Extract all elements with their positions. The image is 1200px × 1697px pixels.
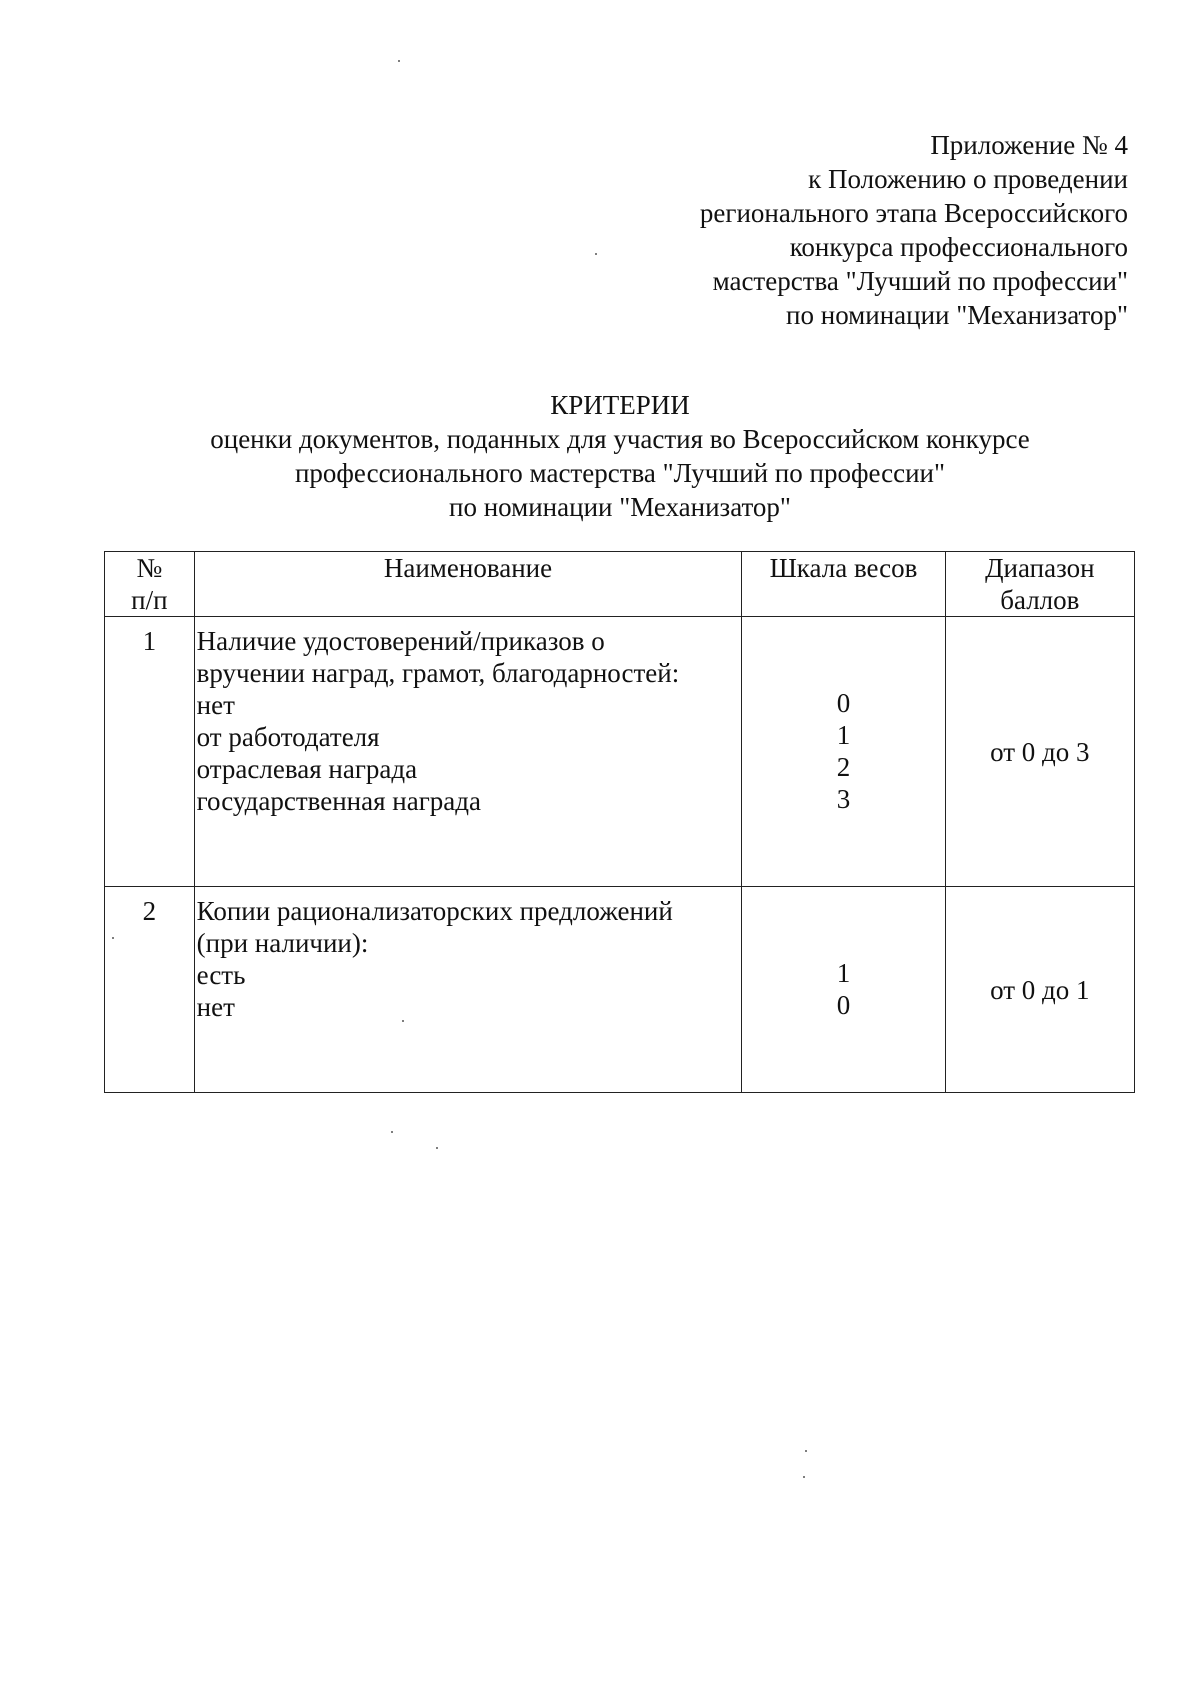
scale-value: 2 (836, 752, 851, 782)
scale-value: 0 (836, 990, 851, 1020)
row-name (194, 617, 742, 887)
header-name: Наименование (194, 552, 742, 617)
scale-value: 1 (836, 720, 851, 750)
appendix-line: к Положению о проведении (808, 164, 1128, 194)
scan-speck (112, 937, 114, 939)
row-range: от 0 до 3 (945, 617, 1134, 887)
row-scale (742, 617, 945, 887)
document-heading (0, 388, 1200, 524)
appendix-line: по номинации "Механизатор" (786, 300, 1128, 330)
header-num-line2: п/п (131, 585, 168, 615)
scale-value: 1 (836, 958, 851, 988)
row-name-line: есть (196, 960, 246, 990)
scale-value: 0 (836, 688, 851, 718)
row-name-line: Наличие удостоверений/приказов о (196, 626, 605, 656)
header-num-line1: № (136, 553, 163, 583)
header-scale: Шкала весов (742, 552, 945, 617)
row-name-line: государственная награда (196, 786, 481, 816)
row-name-line: отраслевая награда (196, 754, 418, 784)
header-range (945, 552, 1134, 617)
row-name-line: нет (196, 992, 235, 1022)
appendix-header (700, 128, 1128, 332)
document-subtitle-line: по номинации "Механизатор" (449, 492, 791, 522)
row-number: 2 (105, 887, 195, 1093)
header-range-line2: баллов (1000, 585, 1080, 615)
row-scale (742, 887, 945, 1093)
document-subtitle-line: профессионального мастерства "Лучший по профессии" (294, 458, 945, 488)
table-row (105, 887, 1135, 1093)
appendix-line: мастерства "Лучший по профессии" (712, 266, 1128, 296)
row-name-line: вручении наград, грамот, благодарностей: (196, 658, 680, 688)
scale-value: 3 (836, 784, 851, 814)
header-num (105, 552, 195, 617)
scan-speck (402, 1020, 404, 1022)
criteria-table (104, 551, 1135, 1093)
appendix-line: регионального этапа Всероссийского (699, 198, 1128, 228)
document-title: КРИТЕРИИ (550, 390, 690, 420)
scan-speck (398, 60, 400, 62)
scan-speck (805, 1450, 807, 1452)
scan-speck (391, 1131, 393, 1133)
table-header-row (105, 552, 1135, 617)
row-name (194, 887, 742, 1093)
row-name-line: (при наличии): (196, 928, 369, 958)
scan-speck (595, 253, 597, 255)
table-row (105, 617, 1135, 887)
row-name-line: Копии рационализаторских предложений (196, 896, 673, 926)
appendix-line: Приложение № 4 (930, 130, 1128, 160)
row-name-line: нет (196, 690, 235, 720)
appendix-line: конкурса профессионального (789, 232, 1128, 262)
document-subtitle-line: оценки документов, поданных для участия во Всероссийском конкурсе (210, 424, 1030, 454)
row-number: 1 (105, 617, 195, 887)
header-range-line1: Диапазон (985, 553, 1095, 583)
row-range: от 0 до 1 (945, 887, 1134, 1093)
scan-speck (436, 1147, 438, 1149)
scan-speck (803, 1476, 805, 1478)
row-name-line: от работодателя (196, 722, 380, 752)
